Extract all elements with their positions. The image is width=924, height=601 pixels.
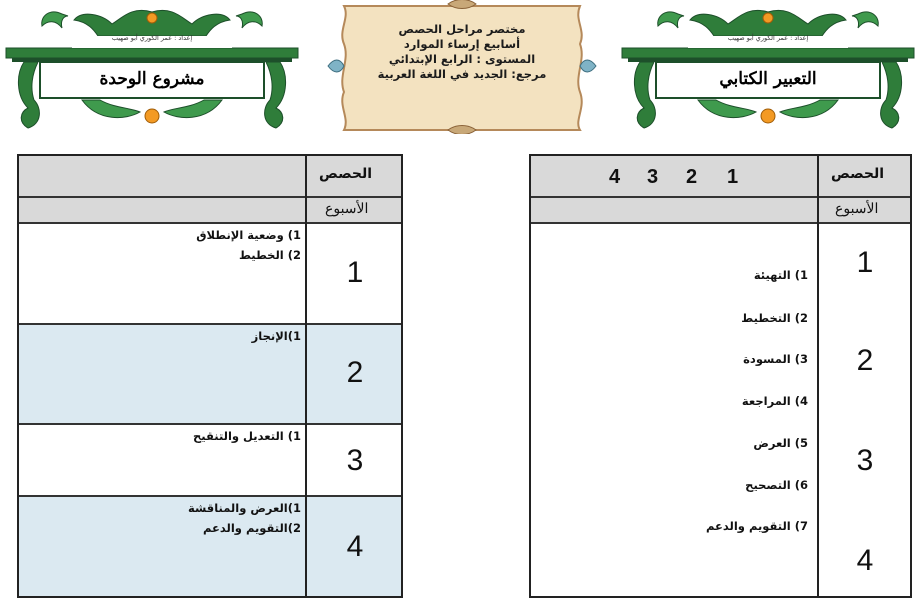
right-banner	[618, 4, 918, 132]
right-item: 4) المراجعة	[741, 394, 808, 408]
right-week-number: 1	[856, 246, 874, 279]
left-item: 1)الإنجاز	[251, 329, 301, 343]
left-table	[17, 154, 403, 598]
divider	[19, 222, 401, 224]
left-banner	[2, 4, 302, 132]
right-header-week: الأسبوع	[835, 201, 879, 217]
left-item: 1) التعديل والتنقيح	[192, 429, 301, 443]
session-number: 1	[727, 166, 739, 188]
divider	[19, 196, 401, 198]
divider	[531, 196, 910, 198]
divider	[19, 323, 401, 325]
right-item: 2) التخطيط	[741, 311, 808, 325]
right-header-sessions: الحصص	[831, 166, 885, 182]
left-week-number: 4	[346, 530, 364, 563]
scroll-line-3: المستوى : الرابع الإبتدائي	[388, 52, 536, 66]
left-item: 2) الخطيط	[238, 248, 301, 262]
left-week-number: 1	[346, 256, 364, 289]
right-item: 7) التقويم والدعم	[706, 519, 808, 533]
column-divider	[817, 156, 819, 596]
right-item: 6) التصحيح	[745, 478, 808, 492]
column-divider	[305, 156, 307, 596]
session-number: 2	[686, 166, 698, 188]
left-item: 2)التقويم والدعم	[203, 521, 301, 535]
right-week-number: 2	[856, 344, 874, 377]
left-header-week: الأسبوع	[325, 201, 369, 217]
scroll-line-1: مختصر مراحل الحصص	[398, 22, 526, 36]
center-scroll	[324, 0, 600, 134]
right-week-number: 3	[856, 444, 874, 477]
right-week-number: 4	[856, 544, 874, 577]
right-item: 3) المسودة	[743, 352, 808, 366]
left-banner-author: إعداد : عمر الكوري أبو صهيب	[111, 34, 193, 42]
left-item: 1) وضعية الإنطلاق	[196, 228, 301, 242]
scroll-line-4: مرجع: الجديد في اللغة العربية	[377, 67, 547, 81]
right-item: 5) العرض	[753, 436, 808, 450]
left-banner-title: مشروع الوحدة	[99, 69, 205, 89]
right-table	[529, 154, 912, 598]
divider	[19, 495, 401, 497]
center-scroll-text	[344, 22, 580, 82]
right-banner-author: إعداد : عمر الكوري أبو صهيب	[727, 34, 809, 42]
divider	[531, 222, 910, 224]
left-header-sessions: الحصص	[319, 166, 373, 182]
left-item: 1)العرض والمناقشة	[188, 501, 301, 515]
session-number: 4	[609, 166, 621, 188]
left-week-number: 3	[346, 444, 364, 477]
divider	[19, 423, 401, 425]
left-week-number: 2	[346, 356, 364, 389]
right-item: 1) التهيئة	[753, 268, 808, 282]
session-number: 3	[647, 166, 659, 188]
right-banner-title: التعبير الكتابي	[719, 69, 817, 89]
scroll-line-2: أسابيع إرساء الموارد	[403, 37, 521, 51]
